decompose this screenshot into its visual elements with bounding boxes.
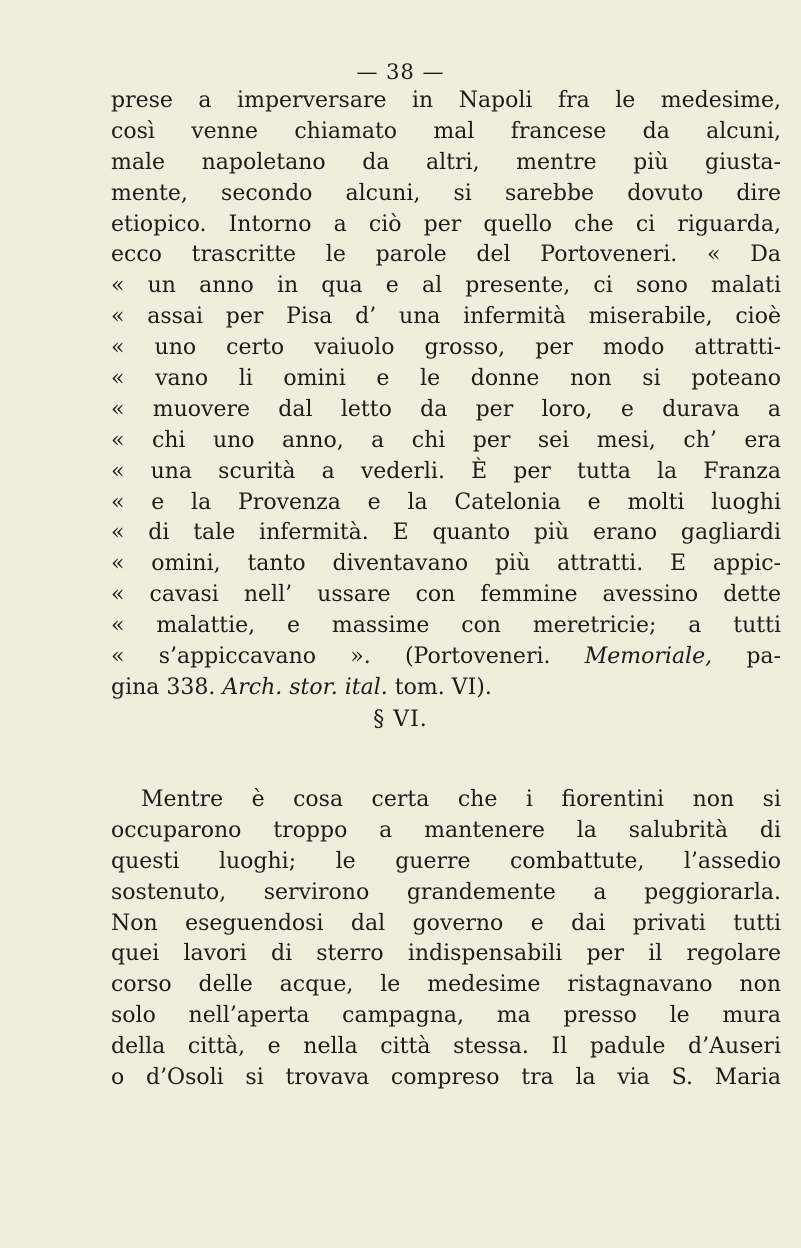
text-segment: tom. VI). xyxy=(387,674,492,700)
text-line: « assai per Pisa d’ una infermità miserabile, cioè xyxy=(111,304,781,330)
text-segment: « s’appiccavano ». (Portoveneri. xyxy=(111,644,585,670)
text-line: etiopico. Intorno a ciò per quello che ci riguarda, xyxy=(111,211,781,237)
text-line: mente, secondo alcuni, si sarebbe dovuto dire xyxy=(111,180,781,206)
text-line: prese a imperversare in Napoli fra le medesime, xyxy=(111,88,781,113)
text-line: « chi uno anno, a chi per sei mesi, ch’ era xyxy=(111,427,781,453)
text-line-citation xyxy=(111,642,781,673)
text-line: corso delle acque, le medesime ristagnavano non xyxy=(111,972,781,998)
text-line: Mentre è cosa certa che i fiorentini non si xyxy=(141,787,781,812)
section-heading: § VI. xyxy=(373,707,428,732)
text-line: della città, e nella città stessa. Il padule d’Auseri xyxy=(111,1034,781,1060)
italic-title: Memoriale, xyxy=(584,644,713,670)
text-line: « di tale infermità. E quanto più erano gagliardi xyxy=(111,520,781,546)
text-line: Non eseguendosi dal governo e dai privati tutti xyxy=(111,910,781,936)
text-line: occuparono troppo a mantenere la salubrità di xyxy=(111,817,781,843)
text-line: « muovere dal letto da per loro, e durava a xyxy=(111,396,781,422)
text-line: « un anno in qua e al presente, ci sono malati xyxy=(111,273,781,299)
text-line: « omini, tanto diventavano più attratti. E appic- xyxy=(111,551,781,577)
text-line: « e la Provenza e la Catelonia e molti luoghi xyxy=(111,489,781,515)
text-line: o d’Osoli si trovava compreso tra la via S. Maria xyxy=(111,1065,781,1091)
text-line: sostenuto, servirono grandemente a peggiorarla. xyxy=(111,879,781,905)
paragraph-2 xyxy=(111,785,781,1094)
text-line: male napoletano da altri, mentre più giusta- xyxy=(111,149,781,175)
text-line: quei lavori di sterro indispensabili per il regolare xyxy=(111,941,781,967)
text-line: « vano li omini e le donne non si poteano xyxy=(111,366,781,392)
text-line: « malattie, e massime con meretricie; a tutti xyxy=(111,613,781,639)
text-line: « una scurità a vederli. È per tutta la Franza xyxy=(111,458,781,484)
paragraph-1 xyxy=(111,86,781,704)
italic-title: Arch. stor. ital. xyxy=(222,674,388,700)
text-line: « uno certo vaiuolo grosso, per modo attratti- xyxy=(111,335,781,361)
text-line: solo nell’aperta campagna, ma presso le mura xyxy=(111,1003,781,1029)
text-line: « cavasi nell’ ussare con femmine avessino dette xyxy=(111,582,781,608)
text-segment: gina 338. xyxy=(111,674,223,700)
text-line: questi luoghi; le guerre combattute, l’assedio xyxy=(111,848,781,874)
page-number: — 38 — xyxy=(356,60,445,84)
text-line-citation xyxy=(111,673,781,704)
text-line: così venne chiamato mal francese da alcuni, xyxy=(111,118,781,144)
text-segment: pa- xyxy=(712,644,781,670)
text-line: ecco trascritte le parole del Portoveneri. « Da xyxy=(111,242,781,268)
